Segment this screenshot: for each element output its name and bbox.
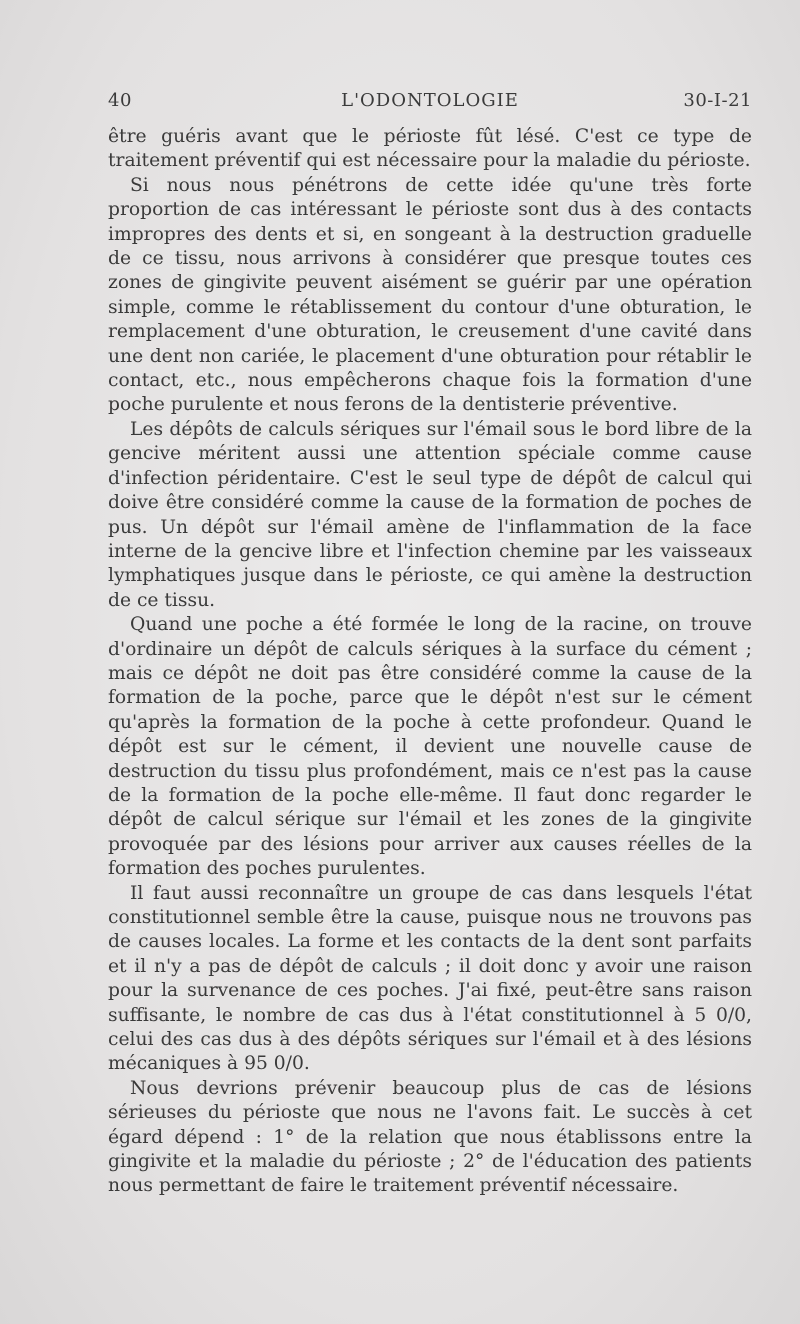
- page-body: [108, 125, 752, 1199]
- page-number: 40: [108, 90, 132, 111]
- paragraph: Il faut aussi reconnaître un groupe de cas dans lesquels l'état constitutionnel semble être la cause, puisque nous ne trouvons pas de causes locales. La forme et les contacts de la dent sont parfaits et il n'y a pas de dépôt de calculs ; il doit donc y avoir une raison pour la survenance de ces poches. J'ai fixé, peut-être sans raison suffisante, le nombre de cas dus à l'état constitutionnel à 5 0/0, celui des cas dus à des dépôts sériques sur l'émail et à des lésions mécaniques à 95 0/0.: [108, 882, 752, 1075]
- running-header: [108, 90, 752, 120]
- paragraph: être guéris avant que le périoste fût lésé. C'est ce type de traitement préventif qui est nécessaire pour la maladie du périoste.: [108, 126, 752, 172]
- running-title: L'ODONTOLOGIE: [341, 90, 519, 111]
- paragraph: Si nous nous pénétrons de cette idée qu'une très forte proportion de cas intéressant le périoste sont dus à des contacts impropres des dents et si, en songeant à la destruction graduelle de ce tissu, nous arrivons à considérer que presque toutes ces zones de gingivite peuvent aisément se guérir par une opération simple, comme le rétablissement du contour d'une obturation, le remplacement d'une obturation, le creusement d'une cavité dans une dent non cariée, le placement d'une obturation pour rétablir le contact, etc., nous empêcherons chaque fois la formation d'une poche purulente et nous ferons de la dentisterie préventive.: [108, 174, 752, 416]
- issue-date: 30-I-21: [683, 90, 752, 111]
- paragraph: Les dépôts de calculs sériques sur l'émail sous le bord libre de la gencive méritent aussi une attention spéciale comme cause d'infection péridentaire. C'est le seul type de dépôt de calcul qui doive être considéré comme la cause de la formation de poches de pus. Un dépôt sur l'émail amène de l'inflammation de la face interne de la gencive libre et l'infection chemine par les vaisseaux lymphatiques jusque dans le périoste, ce qui amène la destruction de ce tissu.: [108, 418, 752, 611]
- paragraph: Nous devrions prévenir beaucoup plus de cas de lésions sérieuses du périoste que nous ne l'avons fait. Le succès à cet égard dépend : 1° de la relation que nous établissons entre la gingivite et la maladie du périoste ; 2° de l'éducation des patients nous permettant de faire le traitement préventif nécessaire.: [108, 1077, 752, 1197]
- paragraph: Quand une poche a été formée le long de la racine, on trouve d'ordinaire un dépôt de calculs sériques à la surface du cément ; mais ce dépôt ne doit pas être considéré comme la cause de la formation de la poche, parce que le dépôt n'est sur le cément qu'après la formation de la poche à cette profondeur. Quand le dépôt est sur le cément, il devient une nouvelle cause de destruction du tissu plus profondément, mais ce n'est pas la cause de la formation de la poche elle-même. Il faut donc regarder le dépôt de calcul sérique sur l'émail et les zones de la gingivite provoquée par des lésions pour arriver aux causes réelles de la formation des poches purulentes.: [108, 614, 752, 880]
